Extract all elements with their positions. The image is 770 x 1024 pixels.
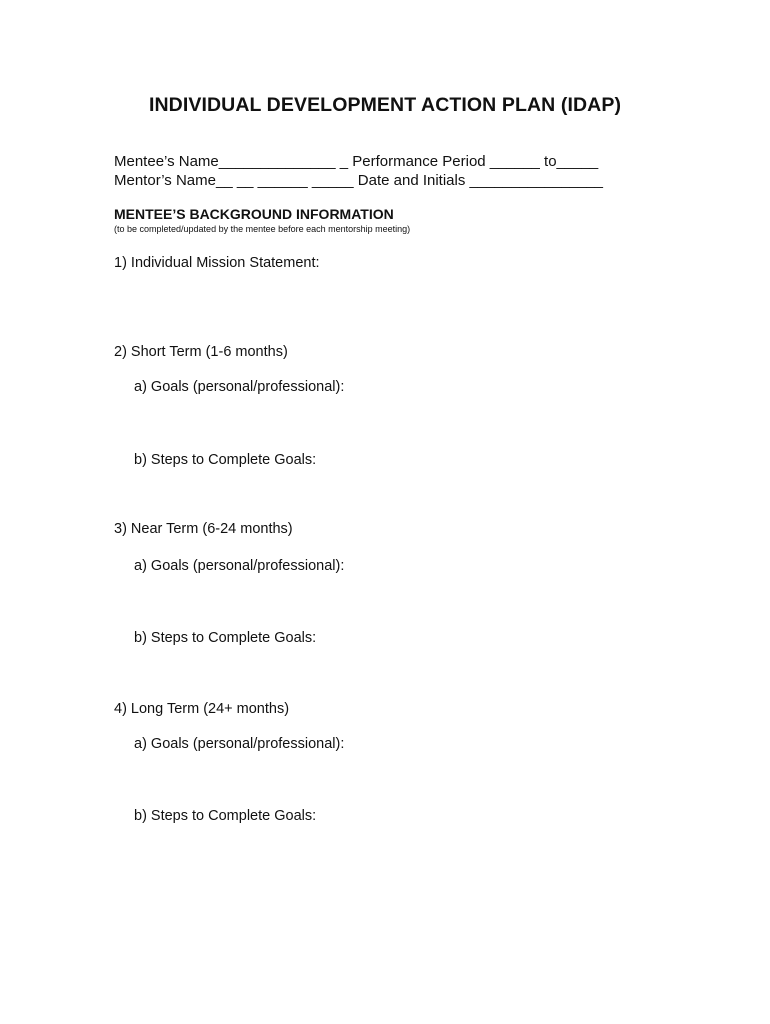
near-term-goals-label: a) Goals (personal/professional): — [134, 558, 345, 574]
background-heading: MENTEE’S BACKGROUND INFORMATION — [114, 206, 394, 222]
background-note: (to be completed/updated by the mentee before each mentorship meeting) — [114, 224, 411, 234]
mission-statement-label: 1) Individual Mission Statement: — [114, 255, 320, 271]
page-title: INDIVIDUAL DEVELOPMENT ACTION PLAN (IDAP) — [148, 94, 622, 116]
long-term-steps-label: b) Steps to Complete Goals: — [134, 808, 317, 824]
long-term-goals-label: a) Goals (personal/professional): — [134, 736, 345, 752]
short-term-goals-label: a) Goals (personal/professional): — [134, 379, 345, 395]
mentor-info-line: Mentor’s Name__ __ ______ _____ Date and Initials ________________ — [114, 172, 603, 189]
short-term-steps-label: b) Steps to Complete Goals: — [134, 452, 317, 468]
near-term-steps-label: b) Steps to Complete Goals: — [134, 630, 317, 646]
short-term-label: 2) Short Term (1-6 months) — [114, 344, 288, 360]
long-term-label: 4) Long Term (24+ months) — [114, 701, 290, 717]
near-term-label: 3) Near Term (6-24 months) — [114, 521, 293, 537]
mentee-info-line: Mentee’s Name______________ _ Performance Period ______ to_____ — [114, 153, 599, 170]
